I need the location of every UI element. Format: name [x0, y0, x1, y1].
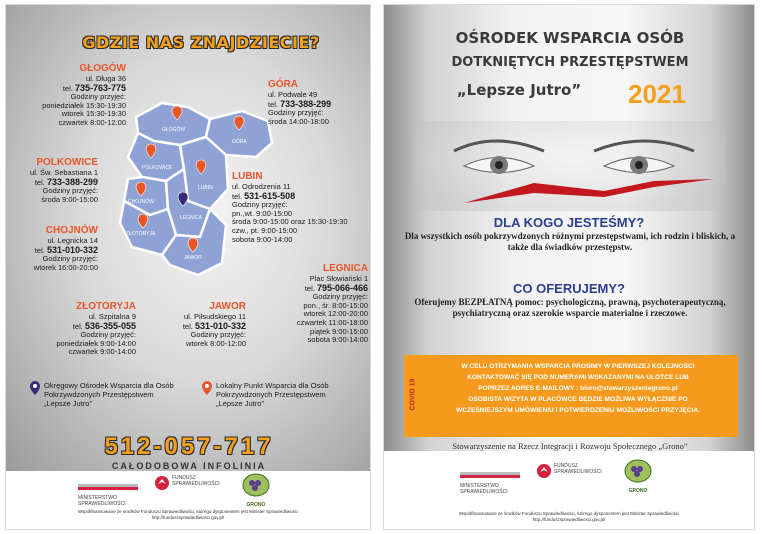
grono-logo: [242, 473, 270, 508]
map-label-chojnow: CHOJNÓW: [128, 199, 154, 205]
location-hours: środa 9:00-15:00 oraz 15:30-19:30: [232, 217, 348, 227]
location-polkowice: [10, 157, 98, 204]
location-address: ul. Odrodzenia 11: [232, 182, 291, 191]
orange-pin-icon: [202, 381, 212, 395]
location-hours: Godziny przyjęć:: [80, 330, 136, 340]
location-jawor: [156, 301, 246, 348]
hotline-subtitle: CAŁODOBOWA INFOLINIA: [111, 461, 267, 471]
fund-logo: [154, 475, 224, 491]
footer-funding-url[interactable]: http://funduszsprawiedliwosci.gov.pl/: [532, 517, 606, 522]
title-line-2: DOTKNIĘTYCH PRZESTĘPSTWEM: [451, 55, 689, 70]
location-hours: wtorek 8:00-12:00: [185, 338, 246, 348]
heading-who-we-are-for: DLA KOGO JESTEŚMY?: [493, 215, 645, 230]
covid-line: OSOBISTA WIZYTA W PLACÓWCE BĘDZIE MOŻLIWA WYŁĄCZNIE PO: [468, 396, 688, 403]
year-label: 2021: [628, 79, 686, 109]
location-chojnow: [10, 225, 98, 272]
location-hours: Godziny przyjęć:: [268, 108, 324, 118]
ministry-flag-icon: [460, 472, 520, 478]
location-hours: Godziny przyjęć:: [42, 186, 98, 196]
grono-logo: [624, 459, 652, 494]
location-hours: pon., śr. 8:00-15:00: [303, 300, 368, 310]
eyes-illustration: [414, 121, 726, 211]
location-city: ZŁOTORYJA: [75, 301, 136, 312]
location-city: GŁOGÓW: [79, 63, 126, 74]
title-line-1: OŚRODEK WSPARCIA OSÓB: [455, 29, 685, 47]
location-hours: środa 14:00-18:00: [268, 116, 329, 126]
fund-logo-text: FUNDUSZ SPRAWIEDLIWOŚCI: [172, 475, 220, 487]
right-footer: [384, 451, 754, 529]
location-phone: tel. 531-010-332: [34, 244, 98, 255]
ministry-flag-icon: [78, 484, 138, 490]
location-address: Plac Słowiański 1: [309, 274, 368, 283]
covid-side-label: COVID 19: [409, 378, 417, 411]
fund-logo-text: FUNDUSZ SPRAWIEDLIWOŚCI: [554, 463, 602, 475]
location-hours: wtorek 15:30-19:30: [61, 109, 126, 119]
location-hours: wtorek 12:00-20:00: [303, 309, 368, 319]
location-phone: tel. 733-388-299: [268, 98, 332, 109]
where-to-find-us-title: GDZIE NAS ZNAJDZIECIE?: [82, 33, 320, 52]
location-address: ul. Św. Sebastiana 1: [30, 168, 98, 177]
ministry-logo-text: MINISTERSTWO SPRAWIEDLIWOŚCI: [460, 483, 508, 495]
location-hours: Godziny przyjęć:: [312, 292, 368, 302]
map-label-lubin: LUBIN: [198, 185, 213, 191]
map-label-legnica: LEGNICA: [180, 215, 202, 221]
covid-line: W CELU OTRZYMANIA WSPARCIA PROSIMY W PIERWSZEJ KOLEJNOŚCI: [461, 363, 695, 370]
location-city: JAWOR: [209, 301, 246, 312]
footer-funding-url[interactable]: http://funduszsprawiedliwosci.gov.pl/: [151, 515, 225, 520]
location-phone: tel. 536-355-055: [72, 320, 136, 331]
location-hours: Godziny przyjęć:: [70, 92, 126, 102]
covid-notice-box: [404, 355, 738, 437]
location-hours: poniedziałek 9:00-14:00: [56, 338, 136, 348]
location-city: POLKOWICE: [36, 157, 98, 168]
location-lubin: [232, 171, 368, 244]
covid-line: WCZEŚNIEJSZYM UMÓWIENIU I POTWIERDZENIU MOŻLIWOŚCI PRZYJĘCIA.: [456, 407, 700, 414]
fund-logo: [536, 463, 610, 479]
location-address: ul. Szpitalna 9: [88, 312, 136, 321]
grono-grape-icon: [624, 459, 652, 483]
footer-funding-note: Współfinansowane ze środków Funduszu Sprawiedliwości, którego dysponentem jest Minister Sprawiedliwości: [458, 511, 680, 516]
location-hours: Godziny przyjęć:: [190, 330, 246, 340]
purple-pin-icon: [30, 381, 40, 395]
location-city: LUBIN: [232, 171, 263, 182]
legend-local-text: Lokalny Punkt Wsparcia dla Osób Pokrzywdzonych Przestępstwem „Lepsze Jutro”: [216, 381, 329, 408]
ministry-logo-text: MINISTERSTWO SPRAWIEDLIWOŚCI: [78, 495, 126, 507]
location-hours: czwartek 11:00-18:00: [296, 317, 368, 327]
map-label-jawor: JAWOR: [184, 255, 202, 261]
eagle-icon: [536, 463, 552, 479]
location-city: GÓRA: [268, 79, 298, 90]
location-hours: Godziny przyjęć:: [42, 254, 98, 264]
location-address: ul. Długa 36: [85, 74, 126, 83]
title-line-3: „Lepsze Jutro”: [456, 81, 582, 99]
location-phone: tel. 531-010-332: [182, 320, 246, 331]
organization-name: Stowarzyszenie na Rzecz Integracji i Rozwoju Społecznego „Grono”: [452, 441, 688, 451]
covid-notice-text: [422, 361, 734, 416]
location-zlotoryja: [16, 301, 136, 357]
location-address: ul. Podwale 49: [268, 90, 318, 99]
grono-logo-text: GRONO: [628, 488, 648, 494]
location-hours: pn.,wt. 9:00-15:00: [232, 208, 293, 218]
location-glogow: [16, 63, 126, 128]
location-phone: tel. 795-066-466: [304, 282, 368, 293]
location-hours: wtorek 16:00-20:00: [33, 262, 98, 272]
location-phone: tel. 531-615-508: [232, 190, 296, 201]
paragraph-what-we-offer: Oferujemy BEZPŁATNĄ pomoc: psychologiczną, prawną, psychoterapeutyczną, psychiatryczną oraz szerokie wsparcie materialne i rzeczowe.: [414, 297, 726, 318]
location-phone: tel. 735-763-775: [62, 82, 126, 93]
paragraph-who-we-are-for: Dla wszystkich osób pokrzywdzonych różnymi przestępstwami, ich rodzin i bliskich, a także dla świadków przestępstw.: [404, 231, 736, 252]
location-hours: środa 9:00-15:00: [41, 194, 98, 204]
location-hours: sobota 9:00-14:00: [232, 234, 293, 244]
heading-what-we-offer: CO OFERUJEMY?: [513, 281, 625, 296]
location-hours: poniedziałek 15:30-19:30: [42, 100, 126, 110]
ministry-logo: [78, 477, 142, 507]
location-gora: [268, 79, 368, 126]
location-hours: Godziny przyjęć:: [232, 200, 288, 210]
map-label-polkowice: POLKOWICE: [142, 165, 173, 171]
location-hours: czwartek 9:00-14:00: [68, 347, 136, 357]
right-leaflet-page: [383, 4, 755, 530]
grono-logo-text: GRONO: [246, 502, 266, 508]
location-hours: czw., pt. 9:00-15:00: [232, 225, 298, 235]
map-label-gora: GÓRA: [232, 139, 247, 145]
grono-grape-icon: [242, 473, 270, 497]
location-hours: sobota 9:00-14:00: [307, 335, 368, 345]
map-label-zlotoryja: ZŁOTORYJA: [126, 231, 156, 237]
covid-line: POPRZEZ ADRES E-MAILOWY : biuro@stowarzyszeniegrono.pl: [478, 385, 678, 392]
location-city: CHOJNÓW: [45, 225, 98, 236]
location-legnica: [252, 263, 368, 345]
covid-line: KONTAKTOWAĆ SIĘ POD NUMERAMI WSKAZANYMI NA ULOTCE LUB: [467, 374, 689, 381]
ministry-logo: [460, 465, 524, 495]
hotline-number: 512-057-717: [104, 433, 274, 460]
location-hours: czwartek 8:00-12:00: [58, 117, 126, 127]
eagle-icon: [154, 475, 170, 491]
location-hours: piątek 9:00-15:00: [310, 326, 368, 336]
legend-district-text: Okręgowy Ośrodek Wsparcia dla Osób Pokrzywdzonych Przestępstwem „Lepsze Jutro”: [44, 381, 174, 408]
location-address: ul. Legnicka 14: [47, 236, 98, 245]
footer-funding-note: Współfinansowane ze środków Funduszu Sprawiedliwości, którego dysponentem jest Minister Sprawiedliwości: [77, 509, 299, 514]
left-footer: [6, 471, 370, 529]
location-city: LEGNICA: [323, 263, 368, 274]
location-phone: tel. 733-388-299: [34, 176, 98, 187]
left-leaflet-page: [5, 4, 371, 530]
map-label-glogow: GŁOGÓW: [162, 127, 186, 133]
location-address: ul. Piłsudskiego 11: [184, 312, 246, 321]
